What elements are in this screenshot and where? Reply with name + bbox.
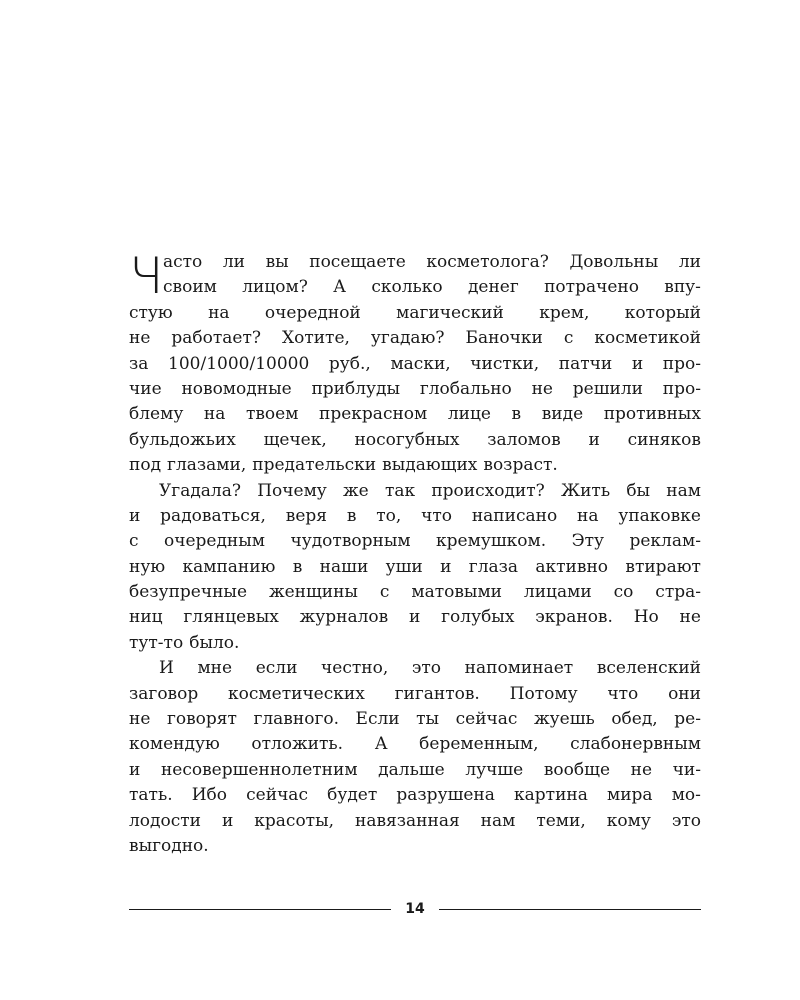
word: на (203, 404, 226, 425)
word: Почему (257, 480, 327, 501)
text-line (129, 479, 701, 504)
word: прекрасном (319, 404, 428, 425)
word: под (129, 455, 162, 476)
word: нам (480, 810, 516, 831)
page-number: 14 (405, 901, 425, 917)
word: напоминает (464, 658, 574, 679)
word: про- (662, 378, 701, 399)
word: безупречные (129, 582, 248, 603)
word: патчи (558, 353, 613, 374)
word: и (440, 556, 452, 577)
text-line (129, 402, 701, 427)
word: возраст. (483, 455, 558, 476)
word: журналов (299, 607, 389, 628)
word: сейчас (246, 785, 308, 806)
word: и (129, 505, 141, 526)
word: лицами (523, 582, 592, 603)
text-line (129, 783, 701, 808)
word: чистки, (470, 353, 540, 374)
word: виде (541, 404, 584, 425)
word: гигантов. (394, 683, 480, 704)
word: Но (633, 607, 659, 628)
text-line (129, 732, 701, 757)
text-line (129, 555, 701, 580)
word: кампанию (182, 556, 276, 577)
body-text (129, 247, 701, 859)
word: в (292, 556, 303, 577)
word: чие (129, 378, 162, 399)
word: мо- (671, 785, 701, 806)
word: сколько (371, 277, 443, 298)
word: матовыми (411, 582, 502, 603)
word: А (333, 277, 347, 298)
word: не (531, 378, 553, 399)
word: с (379, 582, 390, 603)
word: очередным (163, 531, 266, 552)
text-line (129, 377, 701, 402)
word: на (208, 302, 230, 323)
word: глаза (468, 556, 519, 577)
word: угадаю? (370, 328, 445, 349)
word: за (129, 353, 149, 374)
word: приблуды (311, 378, 401, 399)
text-line (129, 580, 701, 605)
word: лодости (129, 810, 201, 831)
word: стую (129, 302, 173, 323)
word: реклам- (629, 531, 701, 552)
word: выдающих (382, 455, 478, 476)
word: вы (265, 252, 289, 272)
word: Баночки (465, 328, 543, 349)
word: Потому (509, 683, 578, 704)
drop-cap: Ч (129, 247, 164, 305)
word: ли (222, 252, 245, 272)
word: что (421, 505, 452, 526)
word: маски, (390, 353, 451, 374)
word: про- (662, 353, 701, 374)
word: ре- (674, 709, 701, 730)
word: бульдожьих (129, 429, 236, 450)
word: говорят (166, 709, 237, 730)
text-line (129, 682, 701, 707)
text-line (129, 834, 701, 859)
word: ниц (129, 607, 163, 628)
word: красоты, (254, 810, 335, 831)
word: не (630, 759, 653, 780)
word: картина (514, 785, 588, 806)
word: А (374, 734, 388, 755)
word: не (679, 607, 701, 628)
text-line (129, 809, 701, 834)
word: дальше (378, 759, 445, 780)
word: предательски (252, 455, 377, 476)
word: что (607, 683, 639, 704)
word: косметолога? (426, 252, 549, 272)
word: противных (603, 404, 701, 425)
word: разрушена (396, 785, 495, 806)
word: кремушком. (436, 531, 547, 552)
word: не (129, 328, 151, 349)
word: Жить (561, 480, 611, 501)
word: блему (129, 404, 184, 425)
footer-rule-right (439, 909, 701, 910)
word: решили (572, 378, 643, 399)
word: новомодные (181, 378, 292, 399)
word: лицом? (242, 277, 308, 298)
word: уши (385, 556, 423, 577)
word: глобально (419, 378, 512, 399)
text-line (129, 707, 701, 732)
text-line (129, 301, 701, 326)
word: то, (376, 505, 402, 526)
word: это (671, 810, 701, 831)
word: и (129, 759, 141, 780)
word: стра- (655, 582, 701, 603)
text-line (129, 529, 701, 554)
word: очередной (264, 302, 361, 323)
word: и (631, 353, 644, 374)
text-line (129, 250, 701, 275)
word: заговор (129, 683, 199, 704)
word: Угадала? (159, 480, 241, 501)
word: магический (396, 302, 504, 323)
word: который (624, 302, 701, 323)
word: Если (355, 709, 400, 730)
word: кому (606, 810, 651, 831)
footer-rule-left (129, 909, 391, 910)
word: Эту (571, 531, 605, 552)
word: со (613, 582, 634, 603)
word: своим (163, 277, 217, 298)
word: теми, (536, 810, 586, 831)
word: впу- (664, 277, 701, 298)
word: главного. (253, 709, 339, 730)
word: с (563, 328, 574, 349)
word: бы (626, 480, 651, 501)
text-line (129, 453, 701, 478)
word: они (668, 683, 701, 704)
word: асто (163, 252, 203, 272)
text-line (129, 631, 701, 656)
word: так (384, 480, 416, 501)
word: Довольны (569, 252, 659, 272)
word: же (343, 480, 369, 501)
word: веря (285, 505, 327, 526)
word: ты (416, 709, 440, 730)
word: если (255, 658, 298, 679)
word: это (411, 658, 442, 679)
word: слабонервным (570, 734, 701, 755)
word: беременным, (419, 734, 539, 755)
word: экранов. (535, 607, 613, 628)
word: заломов (487, 429, 561, 450)
word: на (577, 505, 599, 526)
word: щечек, (263, 429, 327, 450)
word: посещаете (309, 252, 406, 272)
word: крем, (539, 302, 590, 323)
word: в (511, 404, 522, 425)
word: лучше (465, 759, 524, 780)
word: тут-то (129, 632, 184, 653)
text-line (129, 428, 701, 453)
word: мне (197, 658, 233, 679)
page-footer (129, 897, 701, 921)
word: навязанная (355, 810, 460, 831)
word: потрачено (544, 277, 639, 298)
text-line (129, 504, 701, 529)
word: тать. (129, 785, 173, 806)
word: голубых (441, 607, 515, 628)
word: активно (535, 556, 609, 577)
word: с (129, 531, 139, 552)
word: глянцевых (183, 607, 279, 628)
word: написано (471, 505, 558, 526)
word: упаковке (618, 505, 701, 526)
text-line (129, 605, 701, 630)
word: денег (467, 277, 519, 298)
word: глазами, (167, 455, 247, 476)
word: твоем (245, 404, 299, 425)
word: честно, (321, 658, 389, 679)
word: вообще (543, 759, 610, 780)
word: было. (189, 632, 240, 653)
word: наши (319, 556, 369, 577)
word: и (409, 607, 421, 628)
text-line (129, 275, 701, 300)
word: отложить. (251, 734, 344, 755)
word: выгодно. (129, 835, 209, 856)
word: ную (129, 556, 166, 577)
word: обед, (611, 709, 658, 730)
word: втирают (625, 556, 701, 577)
word: чудотворным (290, 531, 411, 552)
word: нам (666, 480, 701, 501)
word: синяков (627, 429, 701, 450)
word: лице (447, 404, 491, 425)
text-line (129, 656, 701, 681)
word: комендую (129, 734, 220, 755)
word: и (221, 810, 234, 831)
word: Ибо (191, 785, 228, 806)
word: несовершеннолетним (160, 759, 358, 780)
word: жуешь (534, 709, 595, 730)
word: происходит? (431, 480, 545, 501)
word: не (129, 709, 151, 730)
word: сейчас (455, 709, 518, 730)
word: вселенский (596, 658, 701, 679)
word: И (159, 658, 174, 679)
word: Хотите, (281, 328, 350, 349)
word: руб., (328, 353, 371, 374)
word: косметических (228, 683, 365, 704)
word: в (346, 505, 357, 526)
word: носогубных (354, 429, 460, 450)
word: будет (327, 785, 378, 806)
word: работает? (171, 328, 261, 349)
word: ли (678, 252, 701, 272)
text-line (129, 352, 701, 377)
word: радоваться, (160, 505, 266, 526)
word: женщины (268, 582, 358, 603)
word: 100/1000/10000 (168, 353, 310, 374)
text-line (129, 326, 701, 351)
word: чи- (672, 759, 701, 780)
word: косметикой (594, 328, 701, 349)
text-line (129, 758, 701, 783)
word: мира (607, 785, 653, 806)
word: и (588, 429, 600, 450)
